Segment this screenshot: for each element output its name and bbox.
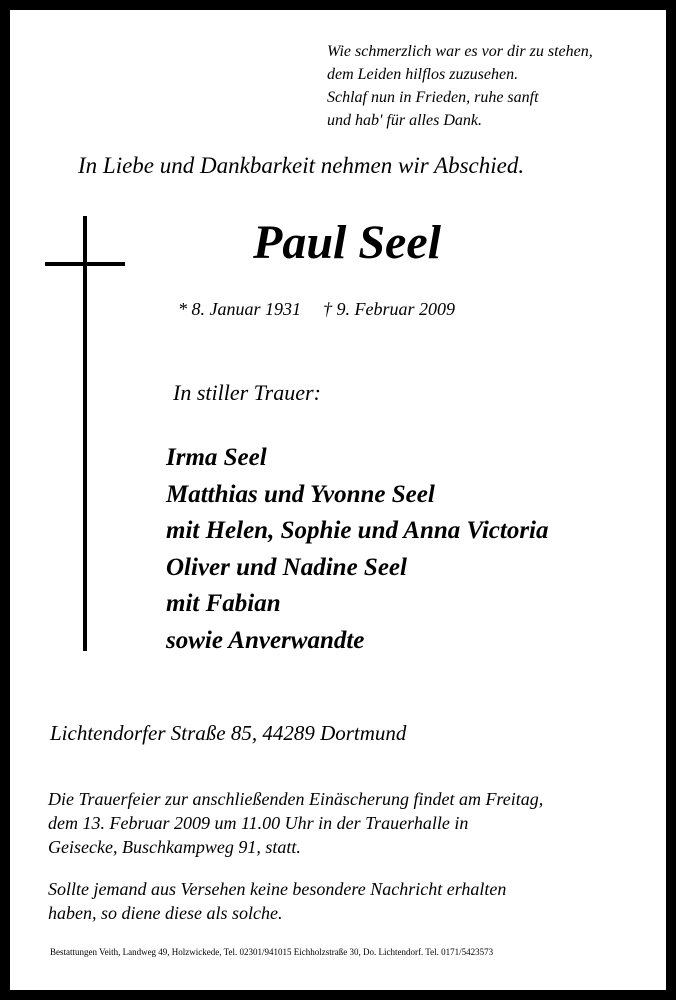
ceremony-line: dem 13. Februar 2009 um 11.00 Uhr in der Trauerhalle in (48, 813, 469, 833)
death-date: † 9. Februar 2009 (323, 299, 455, 319)
family-list (166, 440, 549, 660)
poem-line: Wie schmerzlich war es vor dir zu stehen, (327, 43, 593, 60)
family-member: Oliver und Nadine Seel (166, 553, 407, 581)
farewell-line: In Liebe und Dankbarkeit nehmen wir Abschied. (78, 153, 525, 178)
life-dates (178, 296, 455, 322)
notice-line: Sollte jemand aus Versehen keine besondere Nachricht erhalten (48, 879, 507, 899)
poem-line: Schlaf nun in Frieden, ruhe sanft (327, 89, 539, 106)
notice-line: haben, so diene diese als solche. (48, 903, 283, 923)
family-member: Matthias und Yvonne Seel (166, 480, 435, 508)
poem-line: und hab' für alles Dank. (327, 112, 482, 129)
ceremony-details (48, 787, 543, 859)
family-member: mit Helen, Sophie und Anna Victoria (166, 517, 549, 545)
birth-date: * 8. Januar 1931 (178, 299, 301, 319)
family-member: mit Fabian (166, 590, 281, 618)
notice-text (48, 877, 506, 925)
memorial-poem (327, 40, 647, 132)
ceremony-line: Geisecke, Buschkampweg 91, statt. (48, 837, 301, 857)
family-address: Lichtendorfer Straße 85, 44289 Dortmund (50, 721, 407, 745)
family-member: sowie Anverwandte (166, 626, 365, 654)
poem-line: dem Leiden hilflos zuzusehen. (327, 66, 519, 83)
cross-icon-bar (45, 262, 125, 266)
ceremony-line: Die Trauerfeier zur anschließenden Einäscherung findet am Freitag, (48, 789, 544, 809)
cross-icon (83, 216, 87, 651)
deceased-name: Paul Seel (253, 216, 441, 269)
family-member: Irma Seel (166, 444, 267, 471)
mourning-heading: In stiller Trauer: (173, 380, 321, 405)
funeral-home-footer: Bestattungen Veith, Landweg 49, Holzwickede, Tel. 02301/941015 Eichholzstraße 30, Do. Lichtendorf. Tel. 0171/5423573 (50, 947, 494, 957)
